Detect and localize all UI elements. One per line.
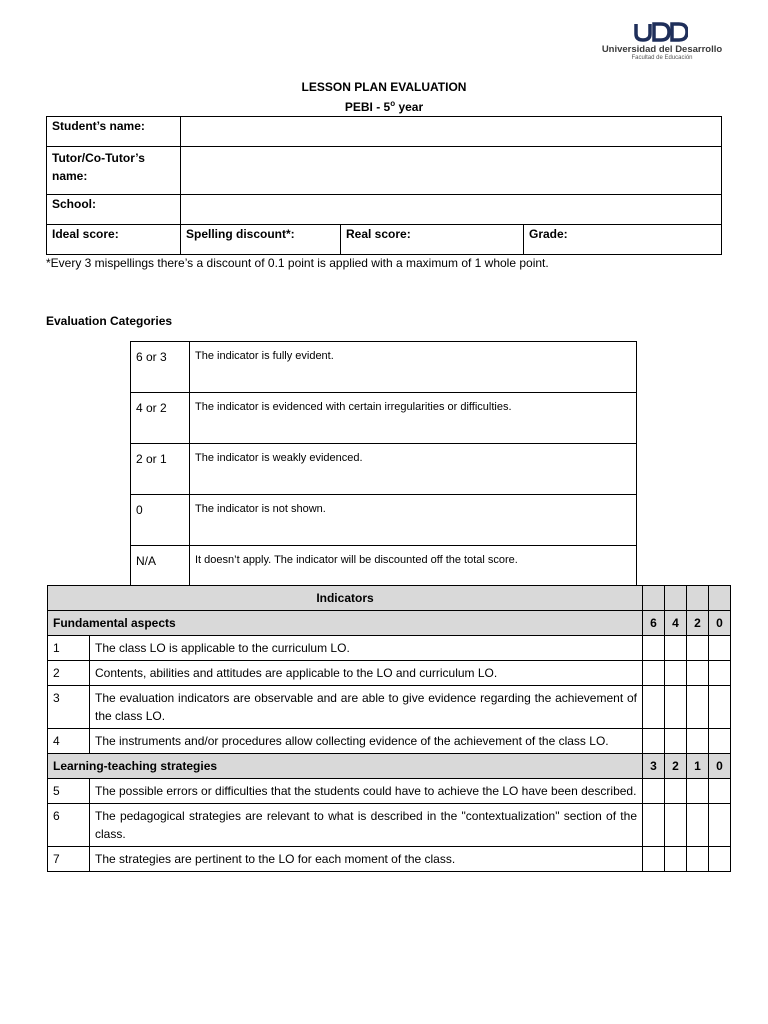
- score-cell[interactable]: [709, 729, 731, 754]
- indicator-number: 1: [48, 636, 90, 661]
- category-code: 6 or 3: [131, 342, 190, 393]
- category-description: It doesn’t apply. The indicator will be discounted off the total score.: [190, 546, 637, 597]
- school-field[interactable]: [181, 195, 722, 225]
- evaluation-categories-heading: Evaluation Categories: [46, 314, 173, 328]
- subtitle-prefix: PEBI - 5: [344, 100, 391, 114]
- score-cell[interactable]: [687, 779, 709, 804]
- udd-logo-icon: [634, 22, 688, 42]
- spelling-discount-field[interactable]: Spelling discount*:: [181, 225, 341, 255]
- score-column-label: 0: [709, 754, 731, 779]
- score-column-label: 2: [665, 754, 687, 779]
- score-header-cell: [665, 586, 687, 611]
- evaluation-categories-table: [130, 341, 637, 597]
- score-column-label: 0: [709, 611, 731, 636]
- category-code: N/A: [131, 546, 190, 597]
- score-header-cell: [643, 586, 665, 611]
- category-description: The indicator is evidenced with certain irregularities or difficulties.: [190, 393, 637, 444]
- indicators-header: Indicators: [48, 586, 643, 611]
- score-cell[interactable]: [643, 804, 665, 847]
- category-row: [131, 393, 637, 444]
- score-cell[interactable]: [709, 636, 731, 661]
- student-name-field[interactable]: [181, 117, 722, 147]
- indicator-text: The pedagogical strategies are relevant to what is described in the "contextualization" section of the class.: [90, 804, 643, 847]
- score-cell[interactable]: [687, 847, 709, 872]
- score-cell[interactable]: [709, 847, 731, 872]
- score-cell[interactable]: [687, 804, 709, 847]
- university-name: Universidad del Desarrollo: [601, 44, 723, 55]
- score-cell[interactable]: [709, 686, 731, 729]
- score-header-cell: [709, 586, 731, 611]
- real-score-field[interactable]: Real score:: [341, 225, 524, 255]
- score-cell[interactable]: [665, 661, 687, 686]
- score-cell[interactable]: [687, 661, 709, 686]
- tutor-label: Tutor/Co-Tutor’s name:: [47, 147, 181, 195]
- category-row: [131, 444, 637, 495]
- grade-field[interactable]: Grade:: [524, 225, 722, 255]
- category-row: [131, 342, 637, 393]
- page-subtitle: [0, 99, 768, 114]
- score-column-label: 1: [687, 754, 709, 779]
- indicator-text: The evaluation indicators are observable and are able to give evidence regarding the achievement of the class LO.: [90, 686, 643, 729]
- score-cell[interactable]: [709, 661, 731, 686]
- section-title-fundamental: Fundamental aspects: [48, 611, 643, 636]
- score-cell[interactable]: [665, 779, 687, 804]
- score-cell[interactable]: [665, 729, 687, 754]
- score-cell[interactable]: [643, 661, 665, 686]
- score-cell[interactable]: [643, 636, 665, 661]
- indicator-row: [48, 779, 731, 804]
- indicator-text: The class LO is applicable to the curriculum LO.: [90, 636, 643, 661]
- score-header-cell: [687, 586, 709, 611]
- ideal-score-field[interactable]: Ideal score:: [47, 225, 181, 255]
- indicator-number: 3: [48, 686, 90, 729]
- indicator-text: Contents, abilities and attitudes are applicable to the LO and curriculum LO.: [90, 661, 643, 686]
- category-code: 2 or 1: [131, 444, 190, 495]
- score-cell[interactable]: [643, 779, 665, 804]
- category-description: The indicator is weakly evidenced.: [190, 444, 637, 495]
- score-cell[interactable]: [665, 847, 687, 872]
- indicator-row: [48, 804, 731, 847]
- indicator-number: 5: [48, 779, 90, 804]
- indicator-text: The possible errors or difficulties that the students could have to achieve the LO have been described.: [90, 779, 643, 804]
- score-cell[interactable]: [665, 686, 687, 729]
- category-code: 4 or 2: [131, 393, 190, 444]
- score-cell[interactable]: [665, 804, 687, 847]
- category-description: The indicator is fully evident.: [190, 342, 637, 393]
- score-column-label: 4: [665, 611, 687, 636]
- indicator-row: [48, 729, 731, 754]
- score-cell[interactable]: [687, 686, 709, 729]
- page-title: LESSON PLAN EVALUATION: [301, 80, 467, 94]
- score-cell[interactable]: [687, 729, 709, 754]
- score-column-label: 3: [643, 754, 665, 779]
- indicator-text: The instruments and/or procedures allow collecting evidence of the achievement of the class LO.: [90, 729, 643, 754]
- score-cell[interactable]: [709, 804, 731, 847]
- school-label: School:: [47, 195, 181, 225]
- section-title-strategies: Learning-teaching strategies: [48, 754, 643, 779]
- indicator-row: [48, 686, 731, 729]
- category-description: The indicator is not shown.: [190, 495, 637, 546]
- indicator-number: 2: [48, 661, 90, 686]
- indicator-row: [48, 636, 731, 661]
- indicator-text: The strategies are pertinent to the LO for each moment of the class.: [90, 847, 643, 872]
- score-cell[interactable]: [687, 636, 709, 661]
- faculty-name: Facultad de Educación: [631, 55, 693, 61]
- student-info-table: [46, 116, 722, 255]
- category-row: [131, 495, 637, 546]
- indicator-row: [48, 661, 731, 686]
- category-code: 0: [131, 495, 190, 546]
- tutor-field[interactable]: [181, 147, 722, 195]
- score-column-label: 2: [687, 611, 709, 636]
- score-cell[interactable]: [643, 729, 665, 754]
- subtitle-suffix: year: [395, 100, 424, 114]
- student-name-label: Student’s name:: [47, 117, 181, 147]
- score-cell[interactable]: [665, 636, 687, 661]
- indicator-number: 7: [48, 847, 90, 872]
- score-cell[interactable]: [643, 847, 665, 872]
- spelling-footnote: *Every 3 mispellings there’s a discount of 0.1 point is applied with a maximum of 1 whole point.: [46, 256, 549, 270]
- score-cell[interactable]: [643, 686, 665, 729]
- indicator-number: 4: [48, 729, 90, 754]
- indicator-number: 6: [48, 804, 90, 847]
- university-logo: [600, 22, 730, 64]
- score-column-label: 6: [643, 611, 665, 636]
- score-cell[interactable]: [709, 779, 731, 804]
- indicator-row: [48, 847, 731, 872]
- subtitle-superscript: o: [390, 99, 396, 108]
- indicators-table: [47, 585, 731, 872]
